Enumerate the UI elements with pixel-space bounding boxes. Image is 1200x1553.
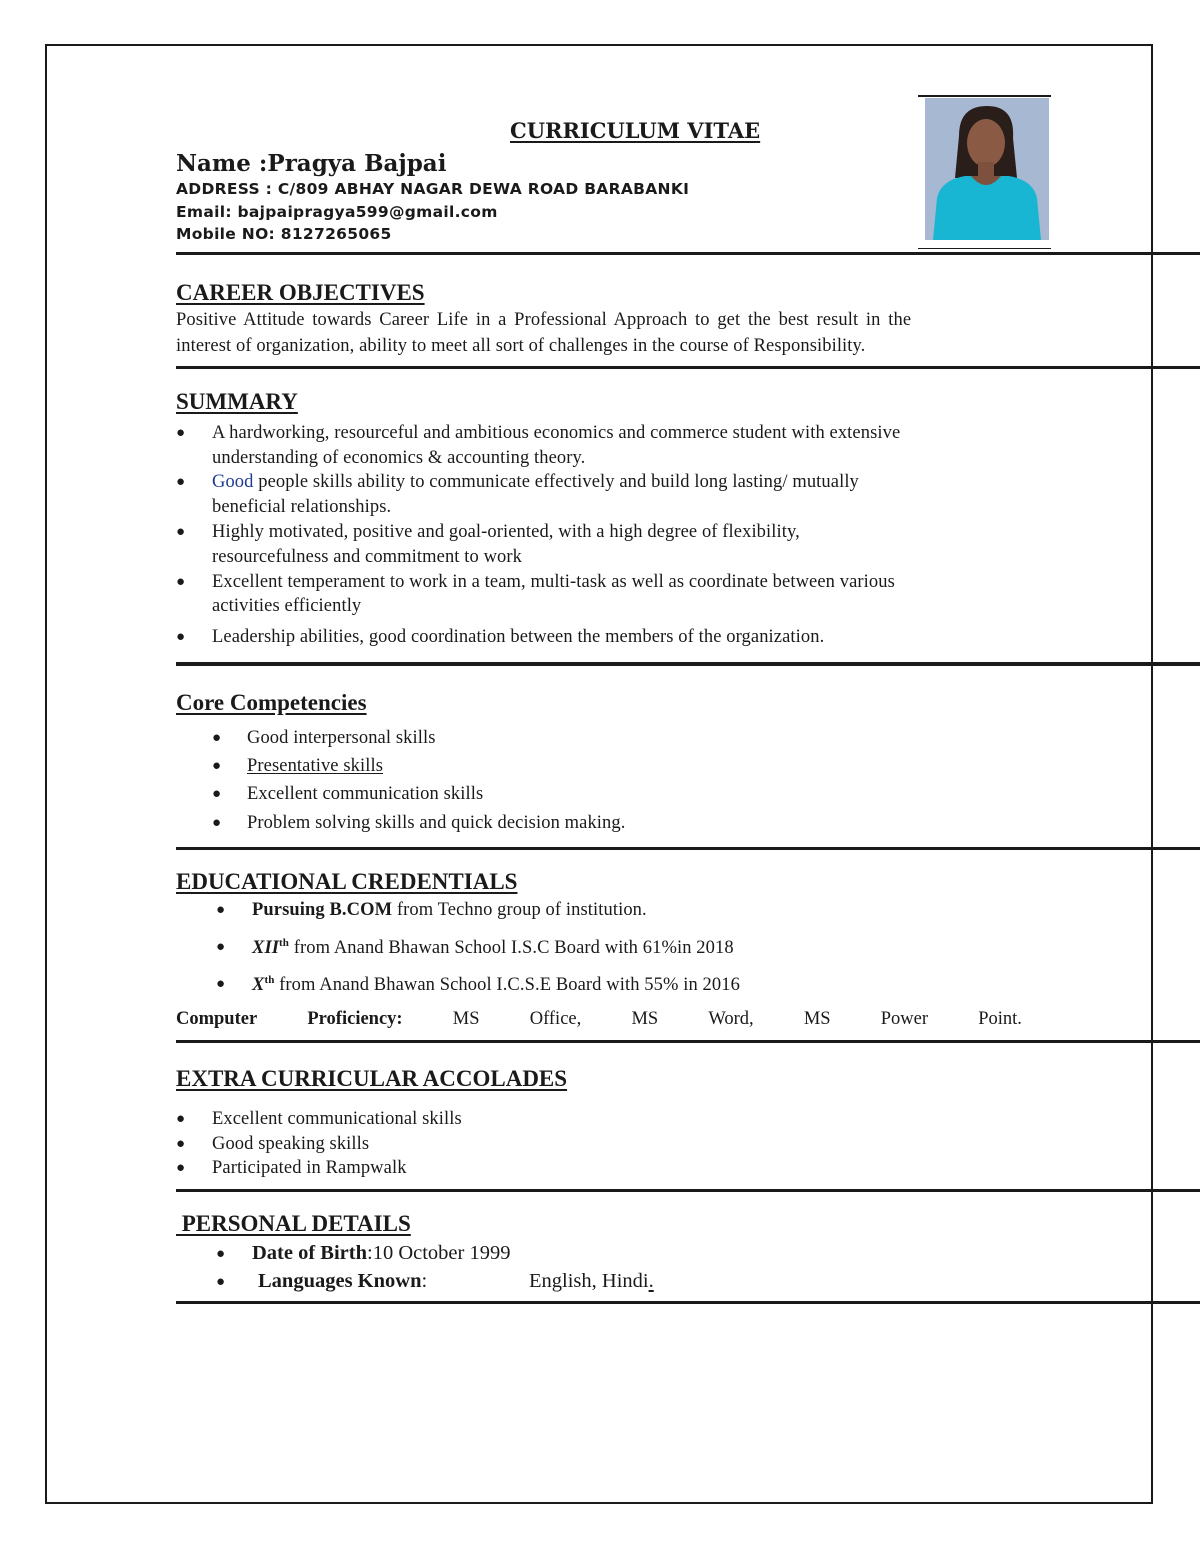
proficiency-word: Power [880,1009,929,1029]
summary-item: understanding of economics & accounting theory. [212,448,586,468]
candidate-name: Name :Pragya Bajpai [176,150,447,177]
summary-item: Highly motivated, positive and goal-oriented, with a high degree of flexibility, [212,522,800,542]
languages-label: Languages Known [258,1270,422,1292]
bullet-icon: ● [212,730,222,746]
bullet-icon: ● [176,425,186,441]
summary-item [212,472,859,493]
divider [176,662,1200,666]
divider [176,1301,1200,1304]
proficiency-word: Office, [529,1009,582,1029]
divider [176,366,1200,369]
divider [176,1189,1200,1192]
bullet-icon: ● [176,1136,186,1152]
summary-item: A hardworking, resourceful and ambitious economics and commerce student with extensive [212,423,901,443]
personal-heading: PERSONAL DETAILS [176,1211,411,1236]
proficiency-word: MS [631,1009,659,1029]
bullet-icon: ● [176,1111,186,1127]
bullet-icon: ● [176,524,186,540]
summary-item: activities efficiently [212,596,362,616]
summary-item: Excellent temperament to work in a team, multi-task as well as coordinate between various [212,572,895,592]
proficiency-label: Proficiency: [307,1009,403,1029]
summary-item: resourcefulness and commitment to work [212,547,522,567]
dob-label: Date of Birth [252,1242,368,1264]
dob-row [252,1242,511,1265]
education-degree: Pursuing B.COM [252,900,393,920]
bullet-icon: ● [176,474,186,490]
bullet-icon: ● [216,1246,226,1262]
portrait-icon [925,98,1049,240]
address: ADDRESS : C/809 ABHAY NAGAR DEWA ROAD BARABANKI [176,180,690,198]
bullet-icon: ● [176,1160,186,1176]
extra-heading: EXTRA CURRICULAR ACCOLADES [176,1066,568,1091]
core-item: Good interpersonal skills [247,728,436,748]
extra-item: Excellent communicational skills [212,1109,462,1129]
core-item: Excellent communication skills [247,784,484,804]
languages-value [529,1270,654,1293]
education-item [252,900,647,921]
education-detail: from Anand Bhawan School I.S.C Board with 61%in 2018 [289,938,734,959]
summary-item-text: people skills ability to communicate effectively and build long lasting/ mutually [253,472,859,492]
core-item: Presentative skills [247,756,384,776]
divider [176,847,1200,850]
computer-proficiency-row [176,1009,1022,1030]
education-degree: XII [252,938,280,959]
career-text-line: interest of organization, ability to meet all sort of challenges in the course of Responsibility. [176,336,866,356]
summary-item: Leadership abilities, good coordination between the members of the organization. [212,627,825,647]
bullet-icon: ● [212,815,222,831]
divider [176,1040,1200,1043]
education-degree: X [252,975,265,996]
education-heading: EDUCATIONAL CREDENTIALS [176,869,518,894]
extra-item: Participated in Rampwalk [212,1158,407,1178]
languages-list: English, Hindi [529,1270,649,1292]
extra-item: Good speaking skills [212,1134,370,1154]
summary-heading: SUMMARY [176,389,298,414]
proficiency-word: MS [452,1009,480,1029]
career-text-line: Positive Attitude towards Career Life in a Professional Approach to get the best result in the [176,310,912,330]
bullet-icon: ● [216,1274,226,1290]
education-sup: th [264,974,275,986]
summary-item: beneficial relationships. [212,497,392,517]
education-sup: th [279,937,290,949]
education-item [252,974,740,996]
bullet-icon: ● [216,976,226,992]
bullet-icon: ● [176,629,186,645]
languages-row [258,1270,427,1293]
core-item: Problem solving skills and quick decision making. [247,813,626,833]
cv-title: CURRICULUM VITAE [510,118,761,143]
bullet-icon: ● [212,786,222,802]
bullet-icon: ● [216,902,226,918]
proficiency-word: MS [803,1009,831,1029]
career-heading: CAREER OBJECTIVES [176,280,425,305]
bullet-icon: ● [176,574,186,590]
proficiency-word: Point. [978,1009,1022,1029]
photo-bottom-line [918,248,1051,249]
proficiency-word: Word, [708,1009,754,1029]
divider [176,252,1200,255]
education-detail: from Anand Bhawan School I.C.S.E Board with 55% in 2016 [274,975,740,996]
languages-end: . [648,1270,654,1292]
core-heading: Core Competencies [176,690,367,715]
mobile: Mobile NO: 8127265065 [176,225,392,243]
portrait-photo [925,98,1049,240]
bullet-icon: ● [212,758,222,774]
photo-top-line [918,95,1051,97]
proficiency-label: Computer [176,1009,258,1029]
bullet-icon: ● [216,939,226,955]
education-detail: from Techno group of institution. [392,900,647,920]
summary-good-word: Good [212,472,254,492]
dob-value: :10 October 1999 [367,1242,511,1264]
education-item [252,937,734,959]
email: Email: bajpaipragya599@gmail.com [176,203,498,221]
languages-colon: : [421,1270,428,1292]
